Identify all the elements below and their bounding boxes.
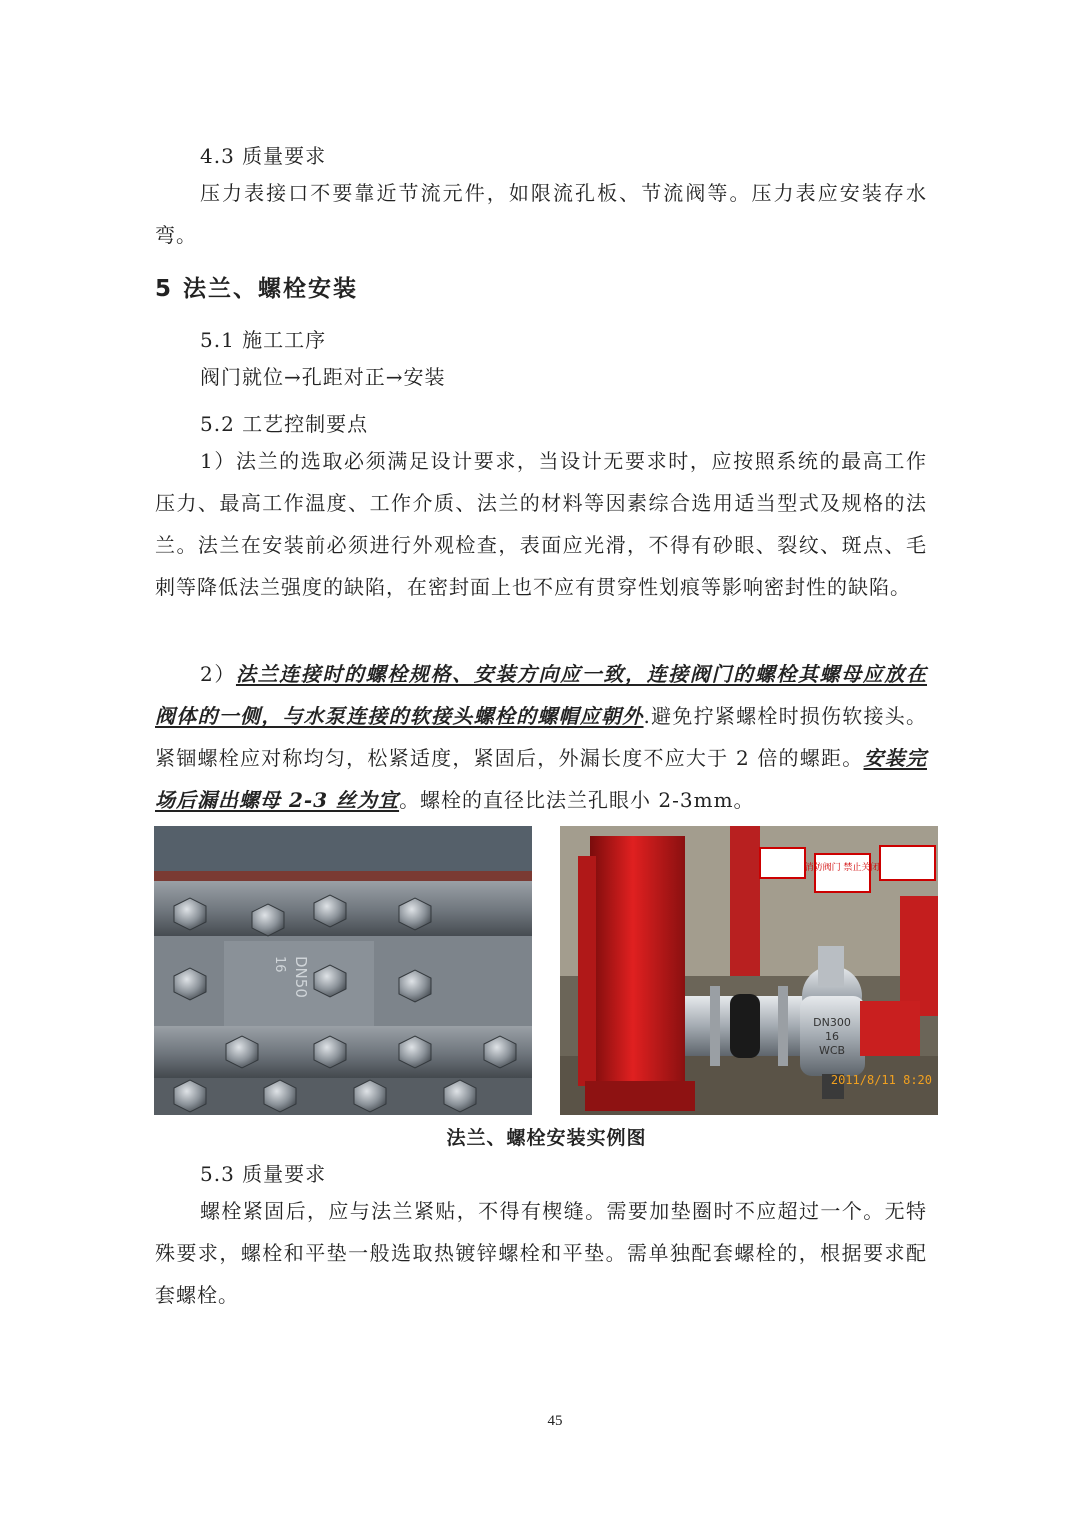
section-5-3-title: 5.3 质量要求 (200, 1162, 327, 1186)
valve-label-pressure: 16 (825, 1030, 839, 1043)
paragraph-2 (155, 653, 927, 821)
valve-marking-pressure: 16 (272, 956, 287, 973)
page-number: 45 (547, 1413, 563, 1429)
fire-valve-sign: 消防阀门 禁止关闭 (804, 863, 880, 873)
paragraph-2-emphasis-1: 法兰连接时的螺栓规格、安装方向应一致，连接阀门的螺栓其螺母应放在阀体的一侧，与水泵连接的软接头螺栓的螺帽应朝外 (155, 662, 927, 728)
section-4-3-text: 压力表接口不要靠近节流元件，如限流孔板、节流阀等。压力表应安装存水弯。 (155, 181, 927, 247)
figure-caption: 法兰、螺栓安装实例图 (446, 1127, 647, 1149)
section-4-3-title: 4.3 质量要求 (200, 144, 327, 168)
flange-bolts-photo (154, 826, 532, 1115)
pump-room-photo (560, 826, 938, 1115)
paragraph-2-suffix: 。螺栓的直径比法兰孔眼小 2-3mm。 (399, 788, 755, 812)
valve-label-material: WCB (818, 1044, 846, 1057)
photo-timestamp: 2011/8/11 8:20 (830, 1073, 932, 1087)
paragraph-2-middle: .避免拧紧螺栓时损伤软接头。紧锢螺栓应对称均匀，松紧适度，紧固后，外漏长度不应大于 2 倍的螺距。 (155, 704, 928, 770)
valve-label-dn: DN300 (813, 1016, 851, 1029)
section-5-2-title: 5.2 工艺控制要点 (200, 412, 369, 436)
paragraph-2-prefix: 2） (200, 662, 236, 686)
paragraph-1: 1）法兰的选取必须满足设计要求，当设计无要求时，应按照系统的最高工作压力、最高工作温度、工作介质、法兰的材料等因素综合选用适当型式及规格的法兰。法兰在安装前必须进行外观检查，表面应光滑，不得有砂眼、裂纹、斑点、毛刺等降低法兰强度的缺陷，在密封面上也不应有贯穿性划痕等影响密封性的缺陷。 (155, 449, 927, 599)
section-5-1-title: 5.1 施工工序 (200, 328, 327, 352)
section-5-3-text: 螺栓紧固后，应与法兰紧贴，不得有楔缝。需要加垫圈时不应超过一个。无特殊要求，螺栓和平垫一般选取热镀锌螺栓和平垫。需单独配套螺栓的，根据要求配套螺栓。 (155, 1199, 927, 1307)
paragraph-2-emphasis-2: 安装完场后漏出螺母 2-3 丝为宜 (155, 746, 927, 812)
valve-marking-dn: DN50 (292, 956, 310, 998)
section-5-1-text: 阀门就位→孔距对正→安装 (200, 365, 446, 389)
section-5-heading: 5 法兰、螺栓安装 (155, 276, 359, 302)
